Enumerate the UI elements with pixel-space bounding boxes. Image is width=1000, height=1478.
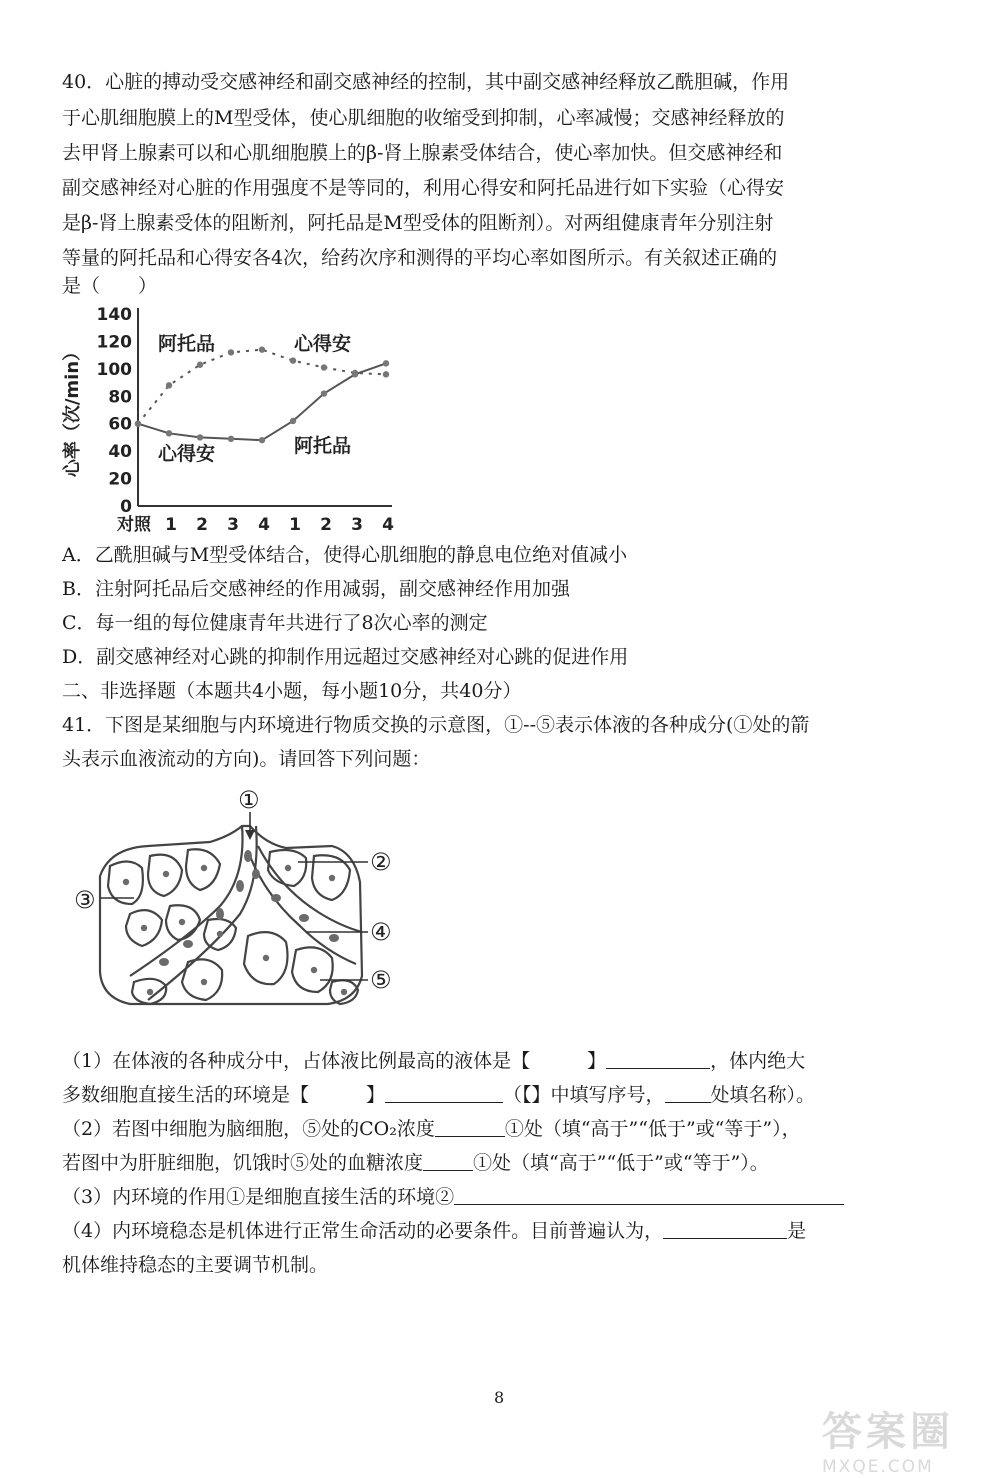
q40-line-6: 等量的阿托品和心得安各4次，给药次序和测得的平均心率如图所示。有关叙述正确的 [62, 247, 778, 269]
series-line-propranolol [138, 363, 386, 440]
x-tick-label: 2 [320, 515, 332, 535]
q41-p2c: 若图中为肝脏细胞，饥饿时⑤处的血糖浓度 [62, 1152, 424, 1174]
q41-p1e: 处填名称）。 [710, 1084, 816, 1106]
data-point [352, 371, 358, 377]
q41-part1-line1 [62, 1046, 805, 1076]
x-tick-label: 3 [351, 515, 363, 535]
chart-annotation: 心得安 [158, 443, 216, 465]
label-3: ③ [74, 886, 96, 914]
y-tick-label: 140 [96, 305, 132, 325]
q41-intro-1: 41．下图是某细胞与内环境进行物质交换的示意图，①--⑤表示体液的各种成分(①处的箭 [62, 714, 810, 736]
q41-p1b: ，体内绝大 [710, 1050, 806, 1072]
q41-part4-line2: 机体维持稳态的主要调节机制。 [62, 1254, 329, 1276]
data-point [259, 346, 265, 352]
y-tick-label: 80 [108, 387, 132, 408]
q41-p4b: 是 [787, 1220, 807, 1242]
y-tick-label: 100 [96, 359, 132, 380]
data-point [166, 430, 172, 436]
q40-line-4: 副交感神经对心脏的作用强度不是等同的，利用心得安和阿托品进行如下实验（心得安 [62, 177, 785, 199]
y-axis-label: 心率（次/min） [62, 342, 83, 478]
y-tick-label: 40 [108, 442, 132, 463]
option-b: B．注射阿托品后交感神经的作用减弱，副交感神经作用加强 [62, 578, 570, 600]
q41-part3 [62, 1182, 844, 1212]
chart-annotation: 阿托品 [158, 333, 216, 355]
data-point [135, 421, 141, 427]
data-point [290, 357, 296, 363]
y-tick-label: 60 [108, 414, 132, 435]
data-point [197, 434, 203, 440]
y-tick-label: 120 [96, 332, 132, 353]
answer-blank-5[interactable] [454, 1184, 844, 1205]
heart-rate-chart [62, 300, 422, 540]
label-4: ④ [370, 918, 392, 946]
q41-p4a: （4）内环境稳态是机体进行正常生命活动的必要条件。目前普遍认为， [62, 1220, 664, 1242]
answer-blank-6[interactable] [663, 1218, 787, 1239]
x-tick-label: 2 [196, 515, 208, 535]
x-tick-label: 4 [258, 515, 270, 535]
data-point [321, 390, 327, 396]
answer-blank-name-hint [665, 1082, 711, 1103]
q41-p2b: ①处（填“高于”“低于”或“等于”）， [504, 1118, 801, 1140]
page-number: 8 [494, 1388, 505, 1407]
x-tick-label: 3 [227, 515, 239, 535]
answer-blank-1[interactable] [606, 1048, 710, 1069]
data-point [228, 436, 234, 442]
data-point [228, 349, 234, 355]
x-tick-label: 1 [289, 515, 301, 535]
option-c: C．每一组的每位健康青年共进行了8次心率的测定 [62, 612, 488, 634]
q40-line-5: 是β-肾上腺素受体的阻断剂，阿托品是M型受体的阻断剂）。对两组健康青年分别注射 [62, 212, 774, 234]
q40-line-7: 是（ ） [62, 275, 158, 297]
q41-part2-line2 [62, 1148, 769, 1178]
answer-blank-3[interactable] [435, 1116, 505, 1137]
chart-annotation: 阿托品 [294, 435, 352, 457]
data-point [197, 362, 203, 368]
watermark [822, 1400, 982, 1477]
q41-part4-line1 [62, 1216, 806, 1246]
cell-exchange-diagram [70, 786, 410, 1018]
q41-p1a: （1）在体液的各种成分中，占体液比例最高的液体是【 】 [62, 1050, 607, 1072]
data-point [259, 437, 265, 443]
y-tick-label: 0 [120, 497, 132, 517]
y-tick-label: 20 [108, 469, 132, 490]
option-a: A．乙酰胆碱与M型受体结合，使得心肌细胞的静息电位绝对值减小 [62, 544, 628, 566]
q41-p2a: （2）若图中细胞为脑细胞，⑤处的CO₂浓度 [62, 1118, 435, 1140]
q40-line-2: 于心肌细胞膜上的M型受体，使心肌细胞的收缩受到抑制，心率减慢；交感神经释放的 [62, 107, 785, 129]
watermark-url: MXQE.COM [822, 1457, 934, 1477]
chart-annotation: 心得安 [294, 333, 352, 355]
q40-line-3: 去甲肾上腺素可以和心肌细胞膜上的β-肾上腺素受体结合，使心率加快。但交感神经和 [62, 142, 783, 164]
x-tick-label: 对照 [117, 515, 151, 535]
x-tick-label: 1 [165, 515, 177, 535]
data-point [321, 364, 327, 370]
x-tick-label: 4 [382, 515, 394, 535]
q41-p1c: 多数细胞直接生活的环境是【 】 [62, 1084, 386, 1106]
q41-p1d: （【】中填写序号， [503, 1084, 665, 1106]
q41-p2d: ①处（填“高于”“低于”或“等于”）。 [473, 1152, 769, 1174]
series-line-atropine [138, 350, 386, 424]
q40-line-1: 40．心脏的搏动受交感神经和副交感神经的控制，其中副交感神经释放乙酰胆碱，作用 [62, 71, 790, 93]
q41-p3: （3）内环境的作用①是细胞直接生活的环境② [62, 1186, 455, 1208]
q41-part2-line1 [62, 1114, 801, 1144]
q41-part1-line2 [62, 1080, 815, 1110]
data-point [290, 418, 296, 424]
label-2: ② [370, 848, 392, 876]
label-5: ⑤ [370, 966, 392, 994]
answer-blank-4[interactable] [423, 1150, 473, 1171]
data-point [383, 360, 389, 366]
label-1: ① [238, 786, 260, 814]
option-d: D．副交感神经对心跳的抑制作用远超过交感神经对心跳的促进作用 [62, 646, 629, 668]
data-point [383, 371, 389, 377]
data-point [166, 382, 172, 388]
answer-blank-2[interactable] [385, 1082, 503, 1103]
watermark-logo: 答案圈 [822, 1409, 954, 1455]
section-heading: 二、非选择题（本题共4小题，每小题10分，共40分） [62, 680, 522, 702]
q41-intro-2: 头表示血液流动的方向)。请回答下列问题： [62, 748, 431, 770]
